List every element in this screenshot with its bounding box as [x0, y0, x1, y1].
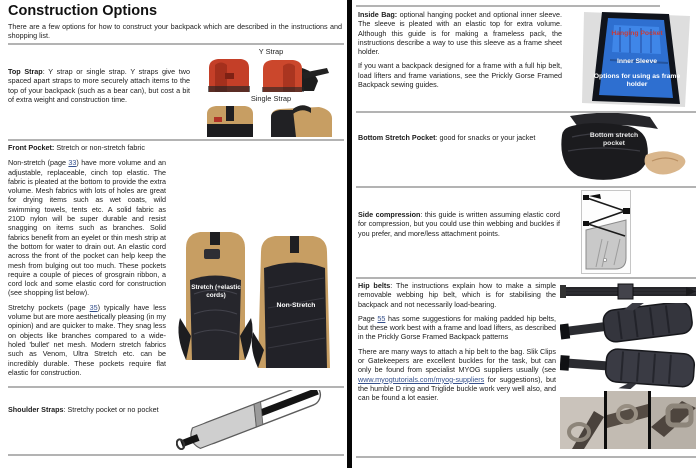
- divider: [8, 139, 344, 141]
- y-strap-backpacks-image: [201, 57, 341, 93]
- front-pocket-text-col: [8, 158, 166, 382]
- top-strap-section: [8, 46, 344, 137]
- hip-belts-label: Hip belts: [358, 281, 391, 290]
- hip-belts-section: [358, 281, 696, 455]
- frame-holder-overlay-label: Options for using as frame holder: [593, 73, 681, 89]
- bottom-pocket-label: Bottom Stretch Pocket: [358, 133, 436, 142]
- nonstretch-pocket-overlay-label: Non-Stretch: [276, 302, 316, 310]
- bottom-pocket-figure: [548, 113, 696, 183]
- shoulder-straps-section: [8, 390, 344, 452]
- shoulder-straps-label: Shoulder Straps: [8, 405, 64, 414]
- inside-bag-text-col: [358, 10, 562, 110]
- top-strap-figures: [198, 46, 344, 137]
- bottom-pocket-paragraph: [358, 133, 542, 142]
- divider: [356, 186, 696, 188]
- inside-bag-p1: optional hanging pocket and optional inner sleeve. The sleeve is pleated with an elastic top for extra volume. Although this guide is for making a frameless pack, the instructions describe a way to use this sleeve as a frame sheet holder.: [358, 10, 562, 57]
- side-compression-body: : this guide is written assuming elastic cord for compression, but you could use thin webbing and buckles if you prefer, and more/less attachment points.: [358, 210, 560, 238]
- inside-bag-paragraph-1: [358, 10, 562, 56]
- hip-belts-p3-pre: There are many ways to attach a hip belt to the bag. Slik Clips or Gatekeepers are excellent buckles for the task, but can only be found from specialist MYOG suppliers usually (see: [358, 346, 556, 375]
- hanging-pocket-overlay-label: Hanging Pocket: [611, 30, 663, 37]
- inside-bag-figure: [580, 10, 696, 109]
- side-compression-section: [358, 190, 696, 275]
- front-pocket-p1-pre: Non-stretch (page: [8, 158, 69, 168]
- inside-bag-label: Inside Bag:: [358, 10, 398, 19]
- hip-belts-paragraph-2: [358, 314, 556, 342]
- front-pocket-paragraph-1: [8, 158, 166, 297]
- hip-belts-p2-post: has some suggestions for making padded hip belts, but these work best with a frame and load lifters, as described in the Prickly Gorse Framed Backpack patterns: [358, 313, 556, 342]
- front-pocket-p2-pre: Stretchy pockets (page: [8, 302, 90, 312]
- front-pocket-heading: [8, 143, 344, 152]
- title-block: [8, 3, 342, 42]
- shoulder-straps-body: : Stretchy pocket or no pocket: [63, 405, 159, 414]
- hip-belts-p3-post: for suggestions), but the humble D ring and Triglide buckle work very well also, and can be found a lot easier.: [358, 374, 556, 403]
- hip-belt-figures: [560, 281, 696, 455]
- bottom-pocket-section: [358, 113, 696, 184]
- divider: [8, 454, 344, 456]
- divider: [356, 5, 660, 7]
- top-strap-paragraph: [8, 67, 190, 104]
- left-page: [0, 0, 347, 468]
- front-pocket-p2-post: ) typically have less volume but are more aesthetically pleasing (in my opinion) and are quicker to make. They snag less on objects like branches compared to a wide-holed 'bullet' net mesh. Modern stretch fabrics such as Venom, Ultra Stretch etc. can be incredibly durable. These pockets require flat elastic for construction.: [8, 302, 166, 377]
- page-35-link[interactable]: 35: [89, 302, 98, 312]
- divider: [356, 456, 696, 458]
- hip-belts-paragraph-1: [358, 281, 556, 309]
- side-compression-diagram: [581, 190, 631, 274]
- hip-belts-paragraph-3: [358, 347, 556, 403]
- page-55-link[interactable]: 55: [377, 313, 386, 323]
- bottom-pocket-overlay-label: Bottom stretch pocket: [589, 132, 639, 148]
- inside-bag-paragraph-2: If you want a backpack designed for a frame with a full hip belt, load lifters and frame variations, see the Prickly Gorse Framed Backpack sewing guides.: [358, 61, 562, 90]
- divider: [8, 43, 344, 45]
- webbing-hip-belt-photo: [560, 281, 696, 301]
- front-pocket-figure: [174, 208, 344, 380]
- myog-suppliers-link[interactable]: www.myogtutorials.com/myog-suppliers: [358, 374, 485, 384]
- intro-text: There are a few options for how to construct your backpack which are described in the instructions and shopping list.: [8, 22, 342, 41]
- page-33-link[interactable]: 33: [68, 158, 77, 168]
- divider: [8, 386, 344, 388]
- stretch-pocket-overlay-label: Stretch (+elastic cords): [191, 284, 241, 299]
- front-pocket-heading-rest: Stretch or non-stretch fabric: [54, 143, 146, 152]
- shoulder-strap-illustration: [176, 390, 338, 450]
- hip-belts-p1: : The instructions explain how to make a simple removable webbing hip belt, which is for stabilising the backpack and not necessarily load-bearing.: [358, 281, 556, 309]
- single-strap-caption: Single Strap: [250, 94, 292, 103]
- hip-belts-text-col: [358, 281, 556, 455]
- d-ring-triglide-buckles-photo: [560, 391, 696, 449]
- shoulder-strap-figure: [176, 390, 344, 452]
- top-strap-text-col: [8, 46, 190, 137]
- front-pocket-section: [8, 143, 344, 384]
- front-pocket-paragraph-2: [8, 303, 166, 377]
- divider: [356, 277, 696, 279]
- front-pocket-label: Front Pocket:: [8, 143, 55, 152]
- side-compression-label: Side compression: [358, 210, 421, 219]
- inner-sleeve-overlay-label: Inner Sleeve: [616, 58, 658, 65]
- bottom-pocket-body: : good for snacks or your jacket: [435, 133, 536, 142]
- y-strap-caption: Y Strap: [258, 47, 284, 56]
- top-strap-body: : Y strap or single strap. Y straps give two spaced apart straps to more securely attach items to the top of your backpack (such as a bear can), but cost a bit of extra weight and construction time.: [8, 67, 190, 104]
- hip-belts-p2-pre: Page: [358, 313, 378, 323]
- front-pocket-p1-post: ) have more volume and an adjustable, replaceable, cinch top elastic. The fabric is pleated at the bottom to provide the extra volume. Mesh fabrics with lots of holes are great for drying items such as wet coats, wild swimming towels, tents etc. A solid fabric as 210D nylon will be super durable and resist snagging on items such as branches. Solid fabrics benefit from an eyelet or thin mesh strip at the bottom for water to drain out. An elastic cord across the front of the pocket can help keep the mesh from bulging out too much. These pockets require a couple of pieces of grosgrain ribbon, a cord lock and some elastic cord for construction (see shopping list below).: [8, 158, 166, 298]
- side-compression-text-col: [358, 190, 560, 275]
- shoulder-straps-paragraph: [8, 405, 160, 414]
- top-strap-label: Top Strap: [8, 67, 43, 76]
- inside-bag-section: [358, 10, 696, 110]
- single-strap-backpacks-image: [201, 104, 341, 137]
- shoulder-straps-text-col: [8, 390, 160, 452]
- bottom-pocket-text-col: [358, 113, 542, 184]
- side-compression-figure: [581, 190, 631, 275]
- side-compression-paragraph: [358, 210, 560, 238]
- page-title: Construction Options: [8, 3, 158, 19]
- right-page: [352, 0, 700, 468]
- padded-hip-belts-photo: [560, 303, 696, 389]
